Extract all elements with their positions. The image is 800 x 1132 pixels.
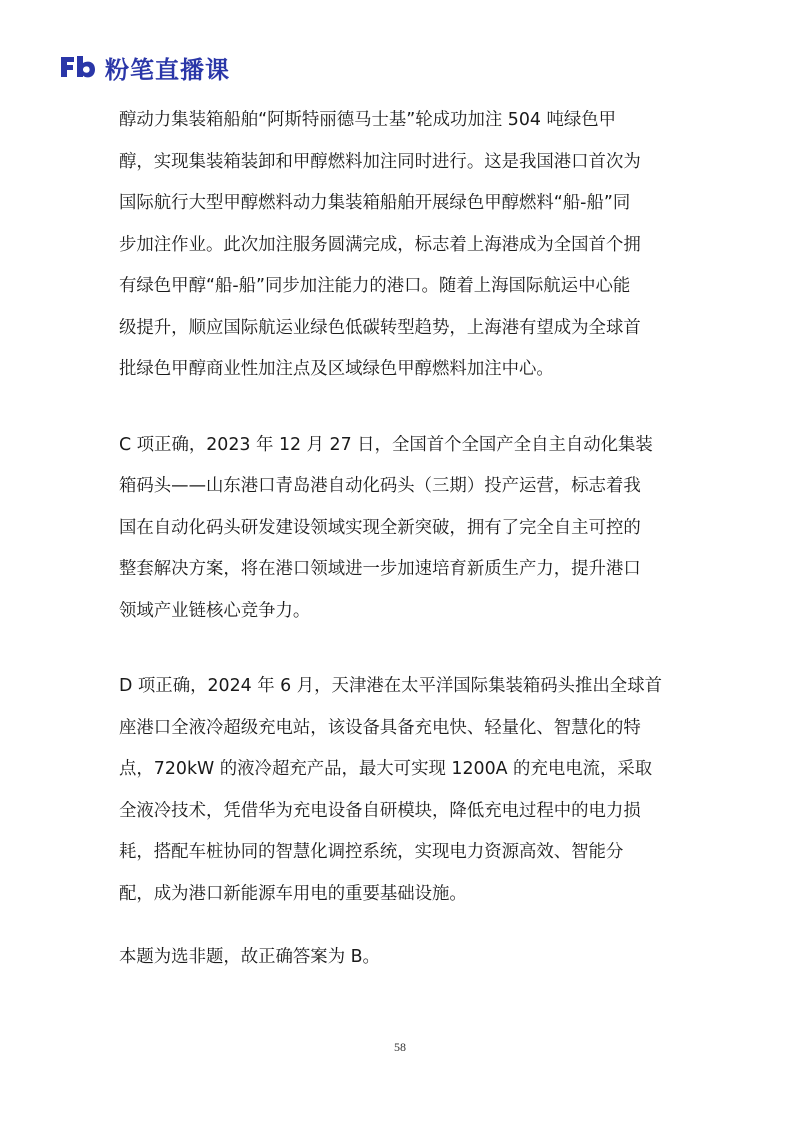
text-line: 醇，实现集装箱装卸和甲醇燃料加注同时进行。这是我国港口首次为: [119, 151, 641, 172]
page-number: 58: [394, 1040, 406, 1054]
paragraph-b-continued: [119, 100, 689, 391]
paragraph-option-c: [119, 425, 689, 633]
page-header: [58, 50, 230, 84]
text-line: 级提升，顺应国际航运业绿色低碳转型趋势，上海港有望成为全球首: [119, 317, 641, 338]
text-line: 醇动力集装箱船舶“阿斯特丽德马士基”轮成功加注 504 吨绿色甲: [119, 110, 617, 130]
text-line: 整套解决方案，将在港口领域进一步加速培育新质生产力，提升港口: [119, 559, 641, 579]
text-line: 领域产业链核心竞争力。: [119, 600, 311, 621]
text-line: 国际航行大型甲醇燃料动力集装箱船舶开展绿色甲醇燃料“船-船”同: [119, 193, 631, 213]
paragraph-option-d: [119, 666, 689, 915]
text-line: 耗，搭配车桩协同的智慧化调控系统，实现电力资源高效、智能分: [119, 842, 624, 862]
fb-logo-icon: [58, 54, 98, 80]
text-line: 配，成为港口新能源车用电的重要基础设施。: [119, 883, 467, 904]
text-line: 国在自动化码头研发建设领域实现全新突破，拥有了完全自主可控的: [119, 517, 641, 538]
text-line: 全液冷技术，凭借华为充电设备自研模块，降低充电过程中的电力损: [119, 800, 641, 821]
text-line: 箱码头——山东港口青岛港自动化码头（三期）投产运营，标志着我: [119, 476, 641, 496]
document-body: [119, 100, 689, 979]
text-line: 步加注作业。此次加注服务圆满完成，标志着上海港成为全国首个拥: [119, 234, 641, 255]
text-line: 点，720kW 的液冷超充产品，最大可实现 1200A 的充电电流，采取: [119, 759, 653, 779]
text-line: 座港口全液冷超级充电站，该设备具备充电快、轻量化、智慧化的特: [119, 717, 641, 738]
text-line: 批绿色甲醇商业性加注点及区域绿色甲醇燃料加注中心。: [119, 359, 554, 379]
text-line: C 项正确，2023 年 12 月 27 日，全国首个全国产全自主自动化集装: [119, 434, 653, 455]
text-line: 有绿色甲醇“船-船”同步加注能力的港口。随着上海国际航运中心能: [119, 276, 631, 296]
text-line: 本题为选非题，故正确答案为 B。: [119, 947, 380, 967]
paragraph-answer: [119, 937, 689, 979]
text-line: D 项正确，2024 年 6 月，天津港在太平洋国际集装箱码头推出全球首: [119, 676, 662, 696]
brand-name: 粉笔直播课: [105, 55, 230, 84]
